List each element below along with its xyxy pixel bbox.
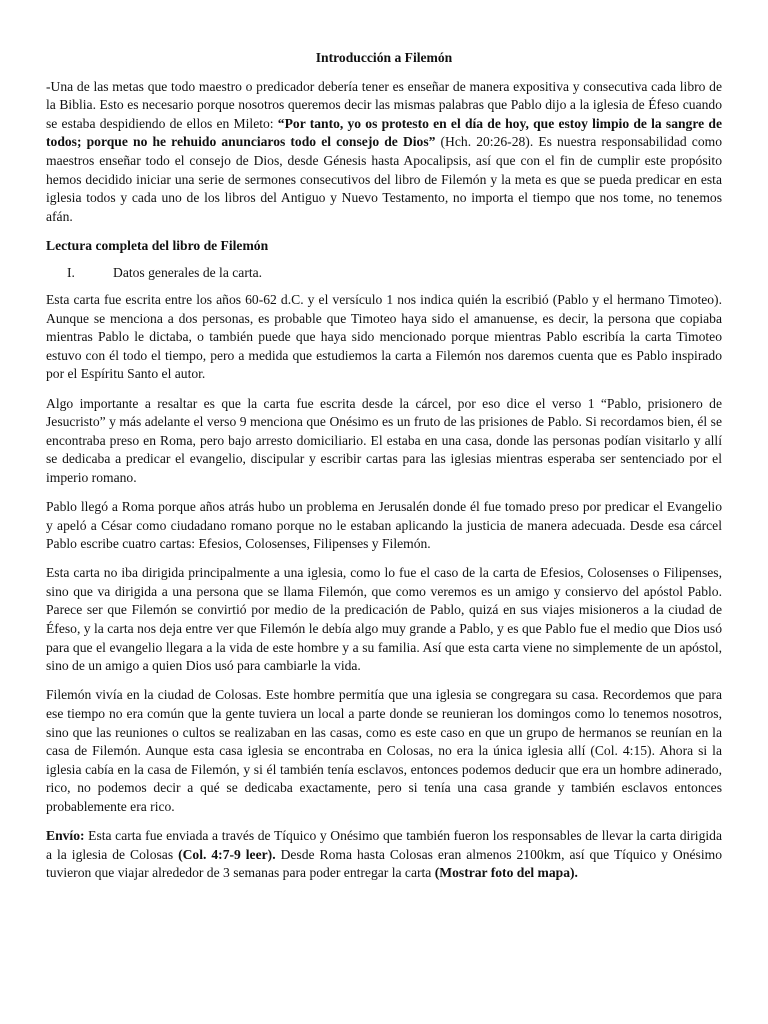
envio-paragraph (46, 827, 722, 883)
intro-paragraph (46, 78, 722, 227)
intro-quote: “Por tanto, yo os protesto en el día de hoy, que estoy limpio de la sangre de todos; porque no he rehuido anunciaros todo el consejo de Dios” (46, 115, 722, 150)
envio-label: Envío: (46, 827, 85, 843)
envio-reference: (Col. 4:7-9 leer). (178, 846, 276, 862)
intro-text-1: -Una de las metas que todo maestro o predicador debería tener es enseñar de manera expositiva y consecutiva cada libro de la Biblia. Esto es necesario porque nosotros queremos decir las mismas palabras que Pablo dijo a la iglesia de Éfeso cuando se estaba despidiendo de ellos en Mileto: (46, 78, 722, 131)
intro-text-2: (Hch. 20:26-28). Es nuestra responsabilidad como maestros enseñar todo el consejo de Dios, desde Génesis hasta Apocalipsis, así que con el fin de cumplir este propósito hemos decidido iniciar una serie de sermones consecutivos del libro de Filemón y la meta es que se pueda predicar en esta iglesia todos y cada uno de los libros del Antiguo y Nuevo Testamento, no importa el tiempo que nos tome, no tenemos afán. (46, 134, 722, 224)
body-paragraph-1: Esta carta fue escrita entre los años 60-62 d.C. y el versículo 1 nos indica quién la escribió (Pablo y el hermano Timoteo). Aunque se menciona a dos personas, es probable que Timoteo haya sido el amanuense, es decir, la persona que copiaba mientras Pablo le dictaba, o también puede que haya sido mencionado porque mientras Pablo escribía la carta Timoteo estuvo con él todo el tiempo, pero a medida que estudiemos la carta a Filemón nos daremos cuenta que es Pablo inspirado por el Espíritu Santo el autor. (46, 292, 722, 382)
body-paragraph-4: Esta carta no iba dirigida principalmente a una iglesia, como lo fue el caso de la carta de Efesios, Colosenses o Filipenses, sino que va dirigida a una persona que se llama Filemón, que como veremos es un amigo y consiervo del apóstol Pablo. Parece ser que Filemón se convirtió por medio de la predicación de Pablo, quizá en sus viajes misioneros a la ciudad de Éfeso, y la carta nos deja entre ver que Filemón le debía algo muy grande a Pablo, y es que Pablo fue el medio que Dios usó para que el evangelio llegara a la vida de este hombre y a su familia. Así que esta carta viene no simplemente de un apóstol, sino de un amigo a quien Dios usó para cambiarle la vida. (46, 565, 722, 674)
envio-text-1: Esta carta fue enviada a través de Tíquico y Onésimo que también fueron los responsables de llevar la carta dirigida a la iglesia de Colosas (46, 827, 722, 862)
list-item (46, 264, 722, 283)
list-item-text: Datos generales de la carta. (113, 265, 263, 281)
body-paragraph-5: Filemón vivía en la ciudad de Colosas. Este hombre permitía que una iglesia se congregara su casa. Recordemos que para ese tiempo no era común que la gente tuviera un local a parte donde se reunieran los domingos como lo tenemos nosotros, sino que las reuniones o cultos se realizaban en las casas, como es este caso en que un grupo de hermanos se reunían en la casa de Filemón. Aunque esta casa iglesia se encontraba en Colosas, no era la única iglesia allí (Col. 4:15). Ahora si la iglesia cabía en la casa de Filemón, y si él también tenía esclavos, entonces podemos deducir que era un hombre adinerado, rico, no podemos decir a qué se dedicaba exactamente, pero si tenía una casa grande y también esclavos entonces probablemente era rico. (46, 687, 722, 814)
envio-text-2: Desde Roma hasta Colosas eran almenos 2100km, así que Tíquico y Onésimo tuvieron que viajar alrededor de 3 semanas para poder entregar la carta (46, 846, 722, 881)
section-heading: Lectura completa del libro de Filemón (46, 237, 269, 253)
document-title: Introducción a Filemón (315, 50, 453, 65)
body-paragraph-2: Algo importante a resaltar es que la carta fue escrita desde la cárcel, por eso dice el verso 1 “Pablo, prisionero de Jesucristo” y más adelante el verso 9 menciona que Onésimo es un fruto de las prisiones de Pablo. Si recordamos bien, él se encontraba preso en Roma, pero bajo arresto domiciliario. El estaba en una casa, donde las personas podían visitarlo y allí se dedicaba a predicar el evangelio, discipular y escribir cartas para las iglesias mientras esperaba ser sentenciado por el imperio romano. (46, 395, 722, 485)
body-paragraph-3: Pablo llegó a Roma porque años atrás hubo un problema en Jerusalén donde él fue tomado preso por predicar el Evangelio y apeló a César como ciudadano romano porque no le estaban aplicando la justicia de manera adecuada. Desde esa cárcel Pablo escribe cuatro cartas: Efesios, Colosenses, Filipenses y Filemón. (46, 498, 722, 552)
list-item-number: I. (67, 265, 75, 281)
envio-map-note: (Mostrar foto del mapa). (434, 865, 578, 881)
